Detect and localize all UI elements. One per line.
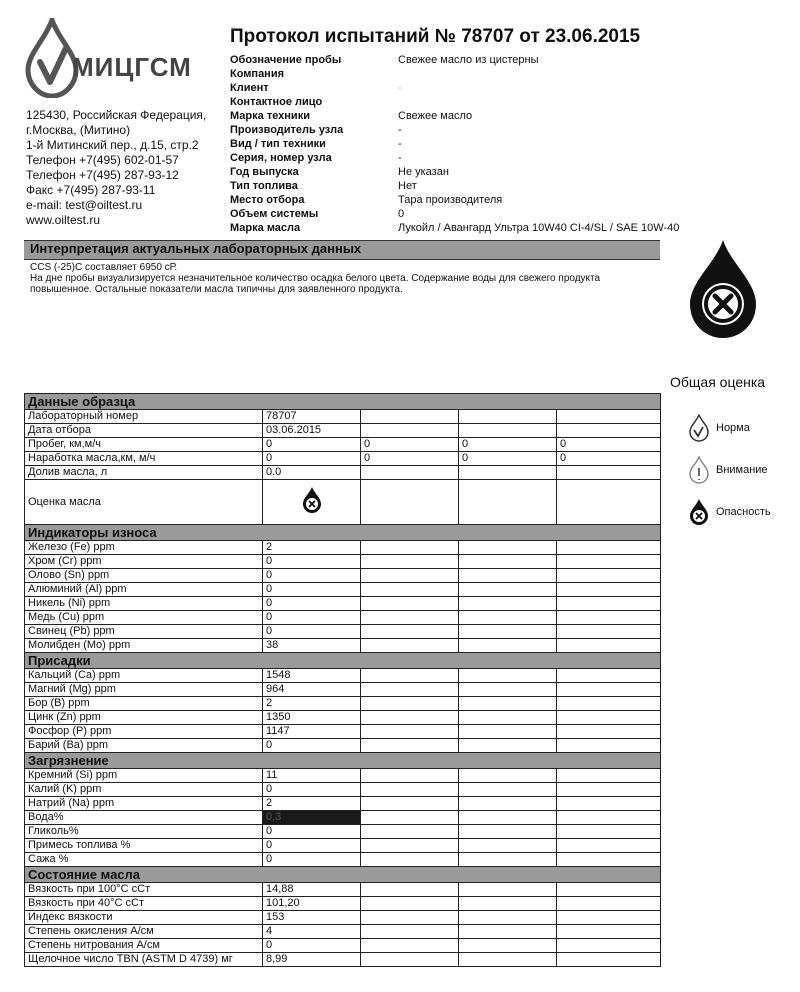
table-cell: Присадки <box>25 653 661 669</box>
table-cell: Оценка масла <box>25 480 263 525</box>
table-cell: 101,20 <box>263 897 361 911</box>
table-cell-empty <box>557 480 661 525</box>
table-cell-empty <box>557 911 661 925</box>
table-cell: Никель (Ni) ppm <box>25 597 263 611</box>
table-cell: 1548 <box>263 669 361 683</box>
table-cell: 0.0 <box>263 466 361 480</box>
table-cell: Кремний (Si) ppm <box>25 769 263 783</box>
table-cell: Примесь топлива % <box>25 839 263 853</box>
table-cell-empty <box>459 853 557 867</box>
table-cell: Фосфор (P) ppm <box>25 725 263 739</box>
fax-line: Факс +7(495) 287-93-11 <box>26 183 156 197</box>
table-row <box>25 783 661 797</box>
table-cell-empty <box>361 711 459 725</box>
table-cell-empty <box>361 669 459 683</box>
table-cell-empty <box>557 725 661 739</box>
table-row <box>25 939 661 953</box>
table-row <box>25 897 661 911</box>
table-cell: Магний (Mg) ppm <box>25 683 263 697</box>
table-cell-empty <box>459 669 557 683</box>
table-cell: 0 <box>263 583 361 597</box>
table-row <box>25 555 661 569</box>
address-line: 1-й Митинский пер., д.15, стр.2 <box>26 138 199 152</box>
table-cell: Натрий (Na) ppm <box>25 797 263 811</box>
table-cell-empty <box>361 569 459 583</box>
table-row <box>25 541 661 555</box>
table-cell-empty <box>459 939 557 953</box>
table-cell-empty <box>459 825 557 839</box>
table-row <box>25 853 661 867</box>
table-row <box>25 410 661 424</box>
table-cell: Данные образца <box>25 394 661 410</box>
table-cell: Долив масла, л <box>25 466 263 480</box>
table-cell: Алюминий (Al) ppm <box>25 583 263 597</box>
table-cell: Индекс вязкости <box>25 911 263 925</box>
table-cell: Вязкость при 100°С сСт <box>25 883 263 897</box>
danger-assessment-icon <box>301 486 323 514</box>
table-cell-empty <box>459 683 557 697</box>
results-table-body <box>25 394 661 967</box>
table-cell-empty <box>361 639 459 653</box>
table-cell: 1350 <box>263 711 361 725</box>
table-cell-empty <box>557 811 661 825</box>
address-line: 125430, Российская Федерация, <box>26 108 207 122</box>
table-cell-empty <box>361 541 459 555</box>
table-cell-empty <box>361 925 459 939</box>
table-cell-empty <box>361 825 459 839</box>
table-cell-empty <box>361 466 459 480</box>
table-cell: 0 <box>263 597 361 611</box>
logo-text: МИЦГСМ <box>72 52 192 82</box>
table-row <box>25 769 661 783</box>
results-table <box>24 393 661 967</box>
table-cell-empty <box>459 611 557 625</box>
table-cell: 38 <box>263 639 361 653</box>
table-cell: Калий (K) ppm <box>25 783 263 797</box>
table-cell: 0 <box>263 783 361 797</box>
table-cell-empty <box>459 639 557 653</box>
table-cell: 14,88 <box>263 883 361 897</box>
table-cell-empty <box>459 697 557 711</box>
table-cell: 0 <box>459 452 557 466</box>
table-cell-empty <box>361 410 459 424</box>
table-row <box>25 811 661 825</box>
table-cell: Молибден (Mo) ppm <box>25 639 263 653</box>
table-cell-empty <box>459 739 557 753</box>
table-cell: 0 <box>459 438 557 452</box>
table-cell-empty <box>459 625 557 639</box>
table-cell-empty <box>459 953 557 967</box>
table-cell-empty <box>557 597 661 611</box>
table-cell-empty <box>557 925 661 939</box>
table-cell-empty <box>361 953 459 967</box>
table-cell-empty <box>361 839 459 853</box>
logo-drop-icon <box>28 20 76 96</box>
norm-drop-icon <box>688 414 710 442</box>
table-cell: Бор (B) ppm <box>25 697 263 711</box>
table-cell: Кальций (Ca) ppm <box>25 669 263 683</box>
table-cell: 0 <box>557 452 661 466</box>
danger-drop-icon <box>684 238 762 340</box>
address-line: г.Москва, (Митино) <box>26 123 131 137</box>
table-cell-empty <box>557 669 661 683</box>
table-cell: Цинк (Zn) ppm <box>25 711 263 725</box>
table-cell-empty <box>361 853 459 867</box>
table-cell-empty <box>459 424 557 438</box>
table-cell-empty <box>361 797 459 811</box>
table-cell: Свинец (Pb) ppm <box>25 625 263 639</box>
table-row <box>25 725 661 739</box>
table-cell: 0 <box>557 438 661 452</box>
table-cell-empty <box>459 897 557 911</box>
website-link[interactable]: www.oiltest.ru <box>26 213 101 227</box>
table-cell-empty <box>459 839 557 853</box>
table-cell: 78707 <box>263 410 361 424</box>
table-cell: Пробег, км,м/ч <box>25 438 263 452</box>
interpretation-title: Интерпретация актуальных лабораторных данных <box>30 241 362 256</box>
table-cell-empty <box>557 410 661 424</box>
table-cell-empty <box>361 611 459 625</box>
table-cell-empty <box>459 783 557 797</box>
table-cell-empty <box>557 569 661 583</box>
table-row <box>25 683 661 697</box>
table-cell-empty <box>557 541 661 555</box>
table-cell-empty <box>459 811 557 825</box>
table-cell-empty <box>361 683 459 697</box>
table-cell: Индикаторы износа <box>25 525 661 541</box>
table-cell-empty <box>557 625 661 639</box>
table-cell-empty <box>557 783 661 797</box>
table-cell: Медь (Cu) ppm <box>25 611 263 625</box>
attention-drop-icon <box>688 456 710 484</box>
table-cell-empty <box>557 953 661 967</box>
table-cell: Наработка масла,км, м/ч <box>25 452 263 466</box>
table-cell-empty <box>361 811 459 825</box>
table-row <box>25 438 661 452</box>
section-header-additives <box>25 653 661 669</box>
table-cell-empty <box>361 783 459 797</box>
table-cell: 0 <box>263 611 361 625</box>
table-cell: 0 <box>263 625 361 639</box>
table-cell-empty <box>557 697 661 711</box>
table-row <box>25 452 661 466</box>
table-cell: Вязкость при 40°С сСт <box>25 897 263 911</box>
table-cell: 2 <box>263 797 361 811</box>
table-cell: 0 <box>263 569 361 583</box>
table-row <box>25 625 661 639</box>
table-cell: 0,3 <box>263 811 361 825</box>
table-row <box>25 925 661 939</box>
table-cell-empty <box>459 597 557 611</box>
assessment-icon-cell <box>263 480 361 525</box>
table-cell: 0 <box>361 438 459 452</box>
table-row <box>25 583 661 597</box>
table-cell: 03.06.2015 <box>263 424 361 438</box>
table-cell-empty <box>361 725 459 739</box>
table-cell-empty <box>361 424 459 438</box>
table-row <box>25 825 661 839</box>
table-cell: 153 <box>263 911 361 925</box>
assessment-row <box>25 480 661 525</box>
section-header-sample <box>25 394 661 410</box>
table-cell-empty <box>459 711 557 725</box>
table-cell-empty <box>557 825 661 839</box>
table-cell-empty <box>557 683 661 697</box>
table-row <box>25 911 661 925</box>
table-cell-empty <box>459 725 557 739</box>
table-row <box>25 883 661 897</box>
table-row <box>25 739 661 753</box>
table-row <box>25 711 661 725</box>
phone-line: Телефон +7(495) 287-93-12 <box>26 168 179 182</box>
table-cell-empty <box>459 911 557 925</box>
table-cell: Олово (Sn) ppm <box>25 569 263 583</box>
section-header-wear <box>25 525 661 541</box>
table-cell-empty <box>557 711 661 725</box>
table-cell-empty <box>557 797 661 811</box>
table-cell-empty <box>557 739 661 753</box>
table-cell: 0 <box>361 452 459 466</box>
table-cell-empty <box>361 480 459 525</box>
table-cell-empty <box>361 911 459 925</box>
table-cell-empty <box>459 583 557 597</box>
table-cell: 0 <box>263 839 361 853</box>
table-cell-empty <box>459 410 557 424</box>
interpretation-text: CCS (-25)C составляет 6950 сР. На дне пробы визуализируется незначительное количество осадка белого цвета. Содержание воды для свежего продукта повышенное. Остальные показатели масла типичны для заявленного продукта. <box>30 262 601 295</box>
table-cell: 2 <box>263 697 361 711</box>
table-cell-empty <box>459 555 557 569</box>
table-cell-empty <box>361 583 459 597</box>
table-cell-empty <box>459 541 557 555</box>
table-cell: Сажа % <box>25 853 263 867</box>
table-cell-empty <box>557 883 661 897</box>
table-cell-empty <box>459 769 557 783</box>
table-cell-empty <box>459 466 557 480</box>
phone-line: Телефон +7(495) 602-01-57 <box>26 153 179 167</box>
table-cell: 0 <box>263 853 361 867</box>
table-cell: Степень окисления А/см <box>25 925 263 939</box>
table-cell: Щелочное число TBN (ASTM D 4739) мг <box>25 953 263 967</box>
table-cell: 11 <box>263 769 361 783</box>
table-cell-empty <box>557 853 661 867</box>
table-cell: Хром (Cr) ppm <box>25 555 263 569</box>
table-cell-empty <box>361 897 459 911</box>
table-cell-empty <box>557 466 661 480</box>
protocol-title: Протокол испытаний № 78707 от 23.06.2015 <box>230 26 641 47</box>
table-row <box>25 953 661 967</box>
table-cell: 8,99 <box>263 953 361 967</box>
table-cell: 0 <box>263 939 361 953</box>
table-cell-empty <box>361 625 459 639</box>
table-cell: Гликоль% <box>25 825 263 839</box>
table-cell: Дата отбора <box>25 424 263 438</box>
table-row <box>25 839 661 853</box>
table-cell-empty <box>361 697 459 711</box>
table-cell-empty <box>459 480 557 525</box>
table-cell: 964 <box>263 683 361 697</box>
table-row <box>25 639 661 653</box>
table-cell-empty <box>459 797 557 811</box>
table-cell-empty <box>459 569 557 583</box>
table-cell-empty <box>361 769 459 783</box>
table-cell: Барий (Ba) ppm <box>25 739 263 753</box>
table-cell: 0 <box>263 452 361 466</box>
table-cell-empty <box>361 555 459 569</box>
table-cell-empty <box>361 939 459 953</box>
table-cell-empty <box>459 883 557 897</box>
table-cell: Загрязнение <box>25 753 661 769</box>
overall-assessment-title: Общая оценка <box>670 374 766 390</box>
table-cell: 0 <box>263 438 361 452</box>
table-cell: Железо (Fe) ppm <box>25 541 263 555</box>
table-cell-empty <box>361 597 459 611</box>
table-cell: 4 <box>263 925 361 939</box>
email-link[interactable]: e-mail: test@oiltest.ru <box>26 198 143 212</box>
table-cell-empty <box>557 939 661 953</box>
table-cell: Степень нитрования А/см <box>25 939 263 953</box>
table-row <box>25 597 661 611</box>
table-cell-empty <box>361 883 459 897</box>
table-cell-empty <box>557 769 661 783</box>
table-row <box>25 797 661 811</box>
table-cell: Вода% <box>25 811 263 825</box>
danger-small-drop-icon <box>688 498 710 526</box>
table-cell-empty <box>557 611 661 625</box>
table-cell-empty <box>557 555 661 569</box>
table-row <box>25 697 661 711</box>
table-cell-empty <box>557 839 661 853</box>
table-row <box>25 611 661 625</box>
table-row <box>25 466 661 480</box>
table-cell: 0 <box>263 555 361 569</box>
section-header-contamination <box>25 753 661 769</box>
table-cell: Лабораторный номер <box>25 410 263 424</box>
table-row <box>25 569 661 583</box>
address-block <box>26 108 206 228</box>
table-cell-empty <box>557 897 661 911</box>
table-cell-empty <box>459 925 557 939</box>
table-row <box>25 669 661 683</box>
table-cell-empty <box>557 424 661 438</box>
table-cell: 0 <box>263 739 361 753</box>
table-row <box>25 424 661 438</box>
table-cell: 2 <box>263 541 361 555</box>
table-cell-empty <box>557 583 661 597</box>
table-cell-empty <box>557 639 661 653</box>
table-cell: Состояние масла <box>25 867 661 883</box>
table-cell: 0 <box>263 825 361 839</box>
table-cell-empty <box>361 739 459 753</box>
section-header-condition <box>25 867 661 883</box>
table-cell: 1147 <box>263 725 361 739</box>
